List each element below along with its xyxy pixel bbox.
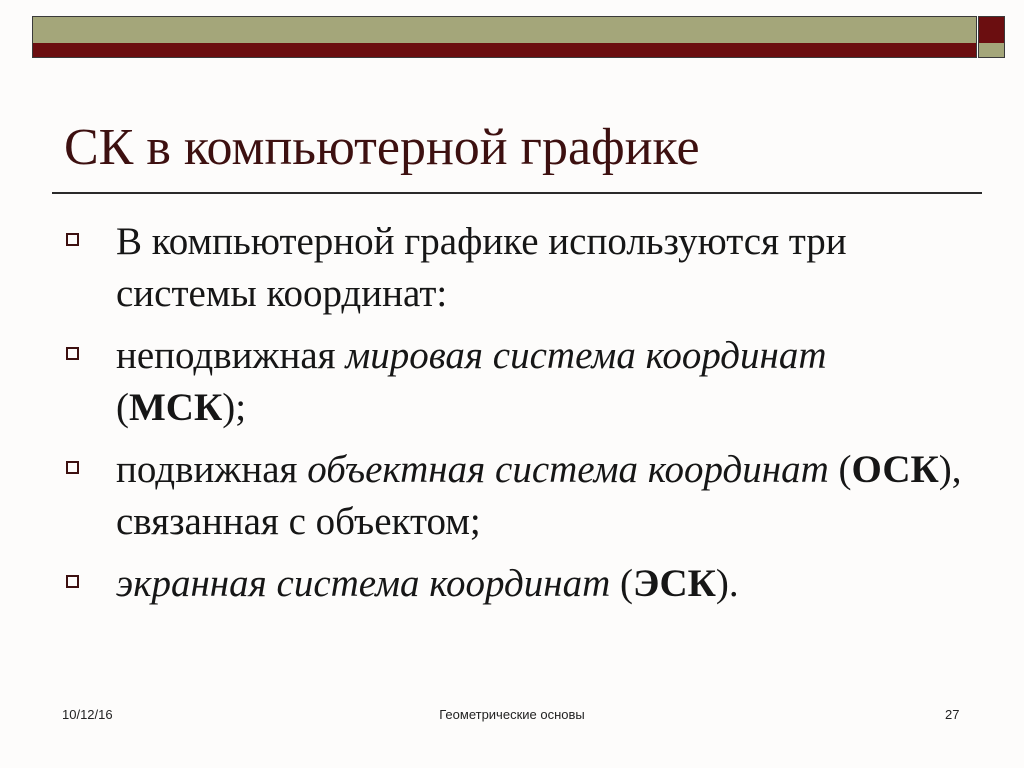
bullet-list (66, 216, 966, 620)
top-decorative-bar (32, 16, 977, 58)
bullet-text: подвижная объектная система координат (ОСК), связанная с объектом; (116, 448, 962, 543)
title-underline (52, 192, 982, 194)
square-bullet-icon (66, 461, 79, 474)
top-corner-decoration (978, 16, 1005, 58)
bullet-item (66, 444, 966, 548)
footer-title: Геометрические основы (439, 707, 585, 722)
bullet-item (66, 216, 966, 320)
bullet-item (66, 558, 966, 610)
bullet-item (66, 330, 966, 434)
top-bar-olive-stripe (33, 17, 976, 43)
corner-olive-block (979, 43, 1004, 58)
bullet-text: неподвижная мировая система координат (МСК); (116, 334, 827, 429)
top-bar-maroon-stripe (33, 43, 976, 58)
corner-maroon-block (979, 17, 1004, 43)
bullet-text: В компьютерной графике используются три системы координат: (116, 220, 847, 315)
slide-title: СК в компьютерной графике (64, 119, 700, 176)
square-bullet-icon (66, 347, 79, 360)
square-bullet-icon (66, 575, 79, 588)
bullet-text: экранная система координат (ЭСК). (116, 562, 739, 605)
footer-page-number: 27 (945, 707, 960, 722)
footer-date: 10/12/16 (62, 707, 113, 722)
square-bullet-icon (66, 233, 79, 246)
